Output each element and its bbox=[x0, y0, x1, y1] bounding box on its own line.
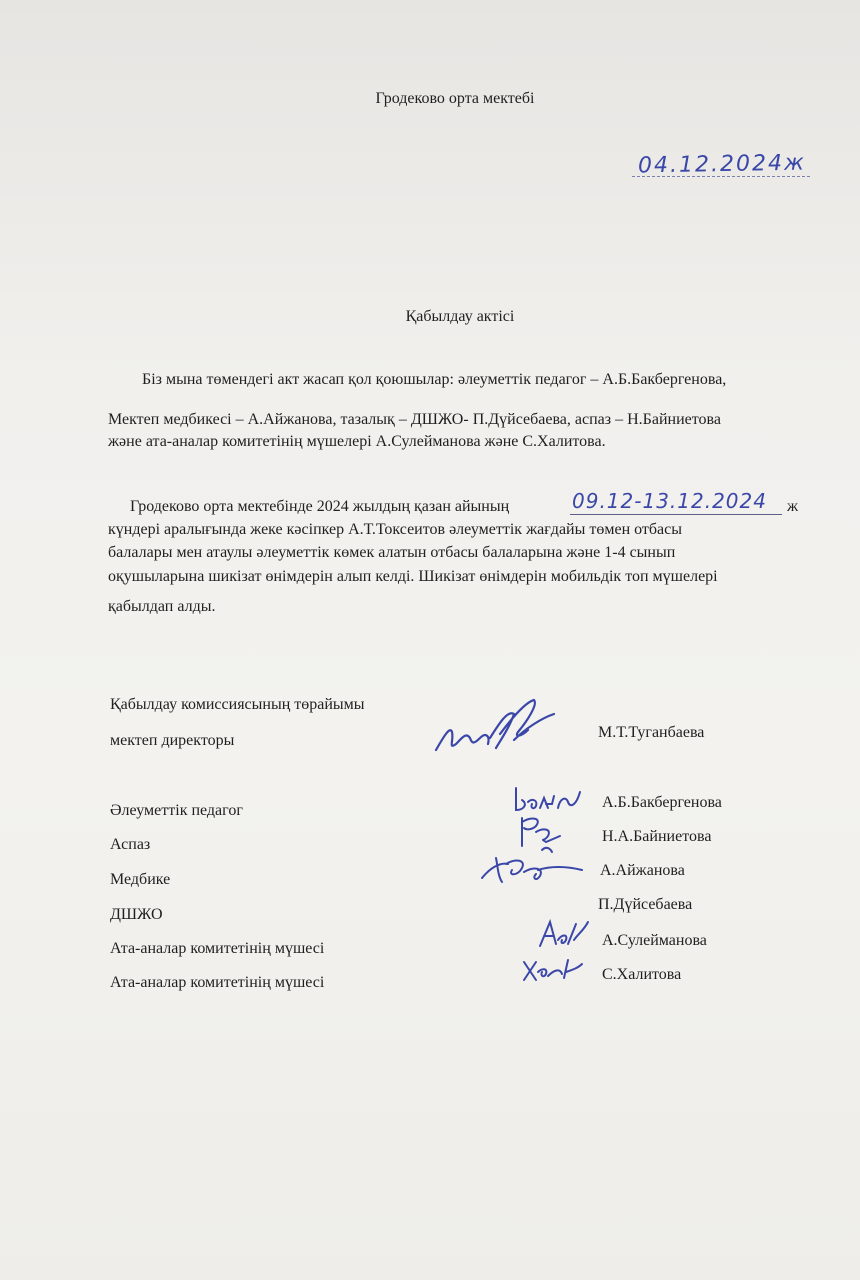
chair-signature-icon bbox=[430, 692, 560, 764]
member-name: А.Сулейманова bbox=[602, 932, 707, 949]
paragraph2-line4: оқушыларына шикізат өнімдерін алып келді. Шикізат өнімдерін мобильдік топ мүшелері bbox=[108, 568, 718, 585]
handwritten-date-range: 09.12-13.12.2024 bbox=[572, 489, 767, 513]
chair-name: М.Т.Туганбаева bbox=[598, 724, 705, 741]
aizhanova-signature-icon bbox=[478, 848, 588, 890]
paragraph2-line3: балалары мен атаулы әлеуметтік көмек алатын отбасы балаларына және 1-4 сынып bbox=[108, 544, 676, 561]
member-name: Н.А.Байниетова bbox=[602, 828, 712, 845]
document-title: Қабылдау актісі bbox=[405, 308, 515, 325]
member-name: А.Б.Бакбергенова bbox=[602, 794, 722, 811]
paragraph1-line2: Мектеп медбикесі – А.Айжанова, тазалық – ДШЖО- П.Дүйсебаева, аспаз – Н.Байниетова bbox=[108, 411, 721, 428]
paragraph2-line1-start: Гродеково орта мектебінде 2024 жылдың қазан айының bbox=[130, 498, 510, 515]
khalitova-signature-icon bbox=[520, 954, 586, 986]
member-role: Ата-аналар комитетінің мүшесі bbox=[110, 940, 325, 957]
handwritten-date: 04.12.2024ж bbox=[637, 150, 807, 179]
member-role: Әлеуметтік педагог bbox=[110, 802, 243, 819]
date-underline bbox=[632, 176, 810, 177]
member-name: С.Халитова bbox=[602, 966, 682, 983]
member-name: А.Айжанова bbox=[600, 862, 685, 879]
member-role: Медбике bbox=[110, 871, 171, 888]
paragraph1-line3: және ата-аналар комитетінің мүшелері А.Сулейманова және С.Халитова. bbox=[108, 433, 606, 450]
paragraph2-line5: қабылдап алды. bbox=[108, 598, 216, 615]
member-name: П.Дүйсебаева bbox=[598, 896, 693, 913]
date-range-underline bbox=[570, 514, 782, 515]
member-role: Ата-аналар комитетінің мүшесі bbox=[110, 974, 325, 991]
chair-label-line2: мектеп директоры bbox=[110, 732, 235, 749]
paragraph1-line1: Біз мына төмендегі акт жасап қол қоюшылар: әлеуметтік педагог – А.Б.Бакбергенова, bbox=[142, 371, 727, 388]
chair-label-line1: Қабылдау комиссиясының төрайымы bbox=[110, 696, 365, 713]
paragraph2-line2: күндері аралығында жеке кәсіпкер А.Т.Токсеитов әлеуметтік жағдайы төмен отбасы bbox=[108, 521, 683, 538]
member-role: Аспаз bbox=[110, 836, 151, 853]
suleimanova-signature-icon bbox=[536, 916, 592, 950]
paragraph2-line1-end: ж bbox=[787, 498, 799, 515]
member-role: ДШЖО bbox=[110, 906, 163, 923]
school-name: Гродеково орта мектебі bbox=[375, 90, 535, 107]
